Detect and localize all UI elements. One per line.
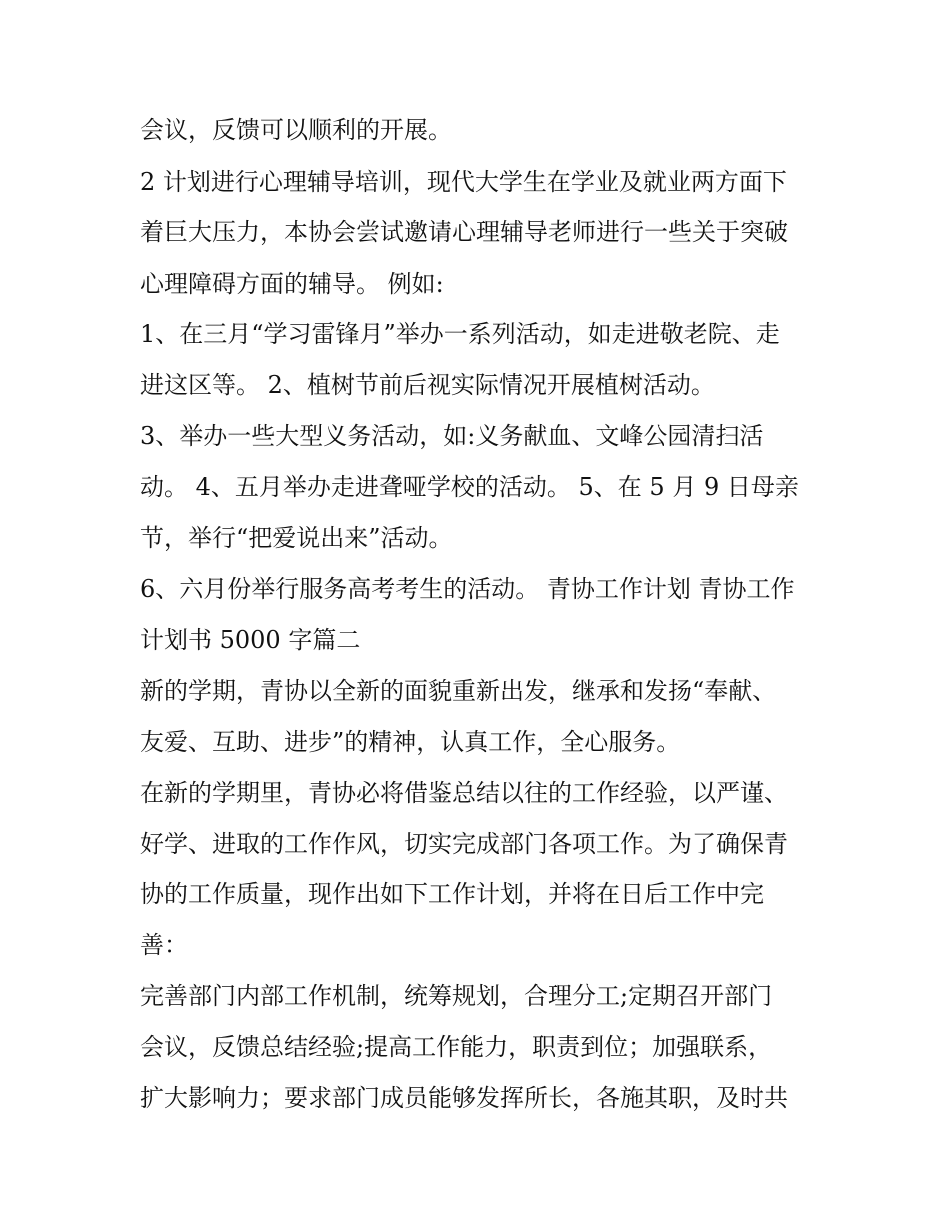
text-line: 友爱、互助、进步”的精神，认真工作，全心服务。	[140, 728, 681, 756]
text-line: 协的工作质量，现作出如下工作计划，并将在日后工作中完	[140, 880, 764, 908]
text-line: 在新的学期里，青协必将借鉴总结以往的工作经验，以严谨、	[140, 779, 788, 807]
text-line: 善：	[140, 931, 188, 959]
text-line: 会议，反馈可以顺利的开展。	[140, 116, 452, 144]
text-line: 着巨大压力，本协会尝试邀请心理辅导老师进行一些关于突破	[140, 218, 788, 246]
text-line: 会议，反馈总结经验;提高工作能力，职责到位；加强联系，	[140, 1033, 773, 1061]
text-line: 3、举办一些大型义务活动，如:义务献血、文峰公园清扫活	[140, 422, 764, 450]
text-line: 好学、进取的工作作风，切实完成部门各项工作。为了确保青	[140, 830, 788, 858]
text-line: 2 计划进行心理辅导培训，现代大学生在学业及就业两方面下	[140, 168, 787, 196]
text-line: 1、在三月“学习雷锋月”举办一系列活动，如走进敬老院、走	[140, 320, 780, 348]
text-line: 心理障碍方面的辅导。 例如:	[140, 270, 444, 298]
text-line: 节，举行“把爱说出来”活动。	[140, 524, 453, 552]
text-line: 进这区等。 2、植树节前后视实际情况开展植树活动。	[140, 371, 715, 399]
text-line: 6、六月份举行服务高考考生的活动。 青协工作计划 青协工作	[140, 575, 795, 603]
text-line: 新的学期，青协以全新的面貌重新出发，继承和发扬“奉献、	[140, 677, 777, 705]
text-line: 完善部门内部工作机制，统筹规划，合理分工;定期召开部门	[140, 982, 773, 1010]
text-line: 动。 4、五月举办走进聋哑学校的活动。 5、在 5 月 9 日母亲	[140, 473, 799, 501]
text-line: 扩大影响力；要求部门成员能够发挥所长，各施其职，及时共	[140, 1084, 788, 1112]
text-line: 计划书 5000 字篇二	[140, 626, 361, 654]
